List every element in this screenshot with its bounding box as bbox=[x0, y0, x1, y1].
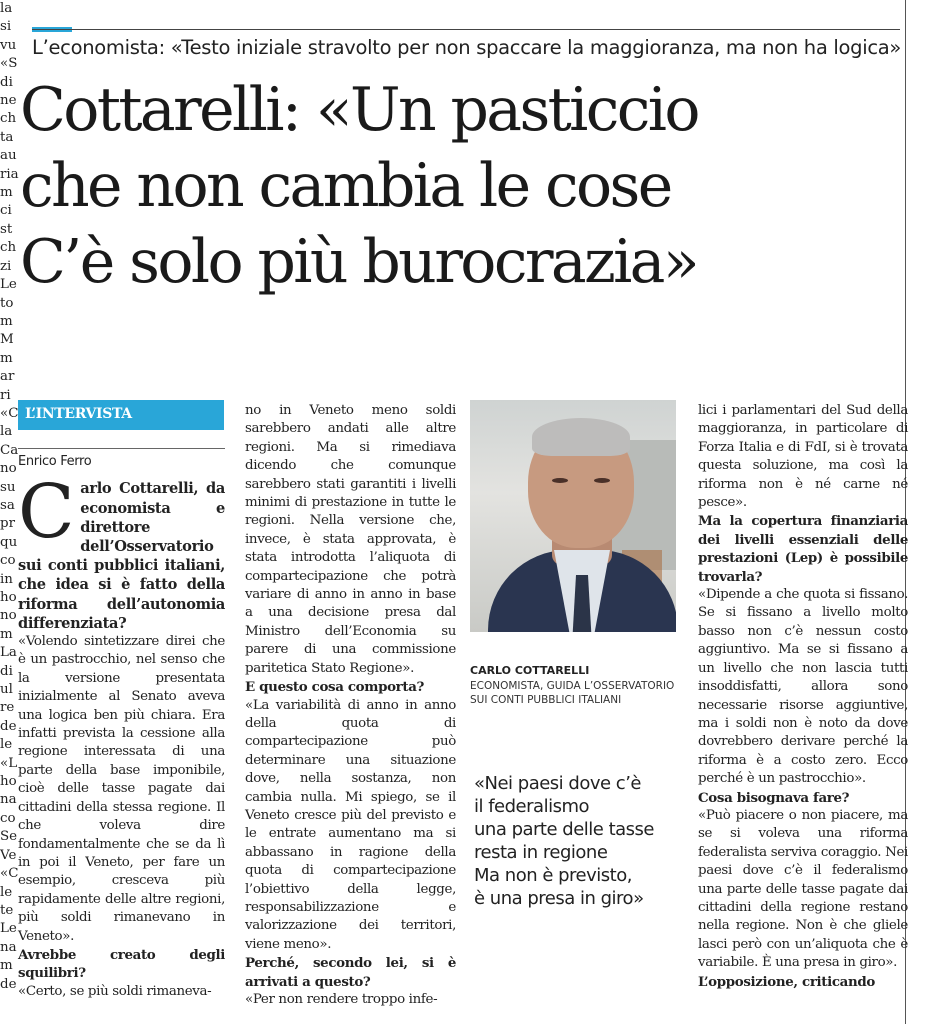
question: Cosa bisognava fare? bbox=[698, 789, 850, 806]
intro-question bbox=[18, 469, 225, 633]
fragment-line: de bbox=[0, 976, 17, 992]
fragment-line: ch bbox=[0, 111, 17, 127]
fragment-line: te bbox=[0, 902, 14, 918]
fragment-line: le bbox=[0, 737, 13, 753]
pull-quote-line: «Nei paesi dove c’è bbox=[474, 773, 641, 794]
fragment-line: La bbox=[0, 645, 17, 661]
fragment-line: ne bbox=[0, 93, 17, 109]
dropcap: C bbox=[18, 469, 75, 556]
fragment-line: ho bbox=[0, 774, 17, 790]
fragment-line: la bbox=[0, 1, 13, 16]
answer-paragraph: «Per non rendere troppo infe- bbox=[245, 992, 438, 1007]
answer-paragraph: «Certo, se più soldi rimaneva- bbox=[18, 983, 212, 999]
photo-caption bbox=[470, 664, 680, 707]
intro-text: arlo Cottarelli, da economista e direttore dell’Osservatorio sui conti pubblici italiani, che idea si è fatto della riforma dell’autonomia differenziata? bbox=[18, 480, 225, 632]
answer-paragraph: «La variabilità di anno in anno della quota di compartecipazione può determinare una situazione dove, nella sostanza, non cambia nulla. Mi spiego, se il Veneto cresce più del previsto e le entrate aumentano ma si abbassano in ragione della quota di compartecipazione l’obiettivo della legge, responsabilizzazione e valorizzazione dei territori, viene meno». bbox=[245, 697, 456, 952]
fragment-line: «C bbox=[0, 405, 19, 421]
fragment-line: co bbox=[0, 553, 16, 569]
question: Avrebbe creato degli squilibri? bbox=[18, 946, 225, 982]
fragment-line: m bbox=[0, 185, 13, 201]
fragment-line: de bbox=[0, 718, 17, 734]
headline-line: che non cambia le cose bbox=[20, 151, 671, 221]
fragment-line: st bbox=[0, 221, 13, 237]
fragment-line: ta bbox=[0, 129, 14, 145]
fragment-line: «S bbox=[0, 56, 18, 72]
fragment-line: au bbox=[0, 148, 17, 164]
fragment-line: m bbox=[0, 313, 13, 329]
pull-quote-line: Ma non è previsto, bbox=[474, 865, 632, 886]
fragment-line: su bbox=[0, 479, 16, 495]
section-tag: L’INTERVISTA bbox=[18, 400, 224, 430]
fragment-line: co bbox=[0, 810, 16, 826]
fragment-line: le bbox=[0, 884, 13, 900]
portrait-photo bbox=[470, 400, 676, 632]
fragment-line: na bbox=[0, 939, 17, 955]
question: Perché, secondo lei, si è arrivati a questo? bbox=[245, 955, 456, 990]
top-rule bbox=[32, 29, 900, 30]
fragment-line: di bbox=[0, 74, 13, 90]
fragment-line: M bbox=[0, 332, 14, 348]
article-column-1 bbox=[18, 400, 225, 1001]
fragment-line: Ca bbox=[0, 442, 19, 458]
fragment-line: na bbox=[0, 792, 17, 808]
fragment-line: ul bbox=[0, 682, 13, 698]
fragment-line: no bbox=[0, 461, 17, 477]
fragment-line: re bbox=[0, 700, 15, 716]
fragment-line: si bbox=[0, 19, 12, 35]
answer-paragraph: «Può piacere o non piacere, ma se si voleva una riforma federalista serviva coraggio. Nei paesi dove c’è il federalismo una parte delle tasse pagate dai cittadini della regione restano nella regione. Non è che gliele lasci però con un’aliquota che è variabile. È una presa in giro». bbox=[698, 807, 908, 971]
photo-eye bbox=[594, 478, 610, 483]
fragment-line: zi bbox=[0, 258, 12, 274]
fragment-line: in bbox=[0, 571, 13, 587]
question: L’opposizione, criticando bbox=[698, 973, 875, 990]
fragment-line: m bbox=[0, 350, 13, 366]
fragment-line: Le bbox=[0, 277, 17, 293]
headline bbox=[20, 72, 904, 300]
pull-quote bbox=[474, 772, 684, 910]
answer-paragraph: «Dipende a che quota si fissano. Se si fissano a livello molto basso non c’è nessun costo aggiuntivo. Ma se si fissano a un livello che non lascia tutti insoddisfatti, allora sono necessarie risorse aggiuntive, ma i soldi non è noto da dove dovrebbero derivare perché la riforma è a costo zero. Ecco perché è un pastrocchio». bbox=[698, 587, 908, 787]
fragment-line: sa bbox=[0, 497, 15, 513]
fragment-line: Se bbox=[0, 829, 18, 845]
photo-hair bbox=[532, 418, 630, 456]
fragment-line: m bbox=[0, 958, 13, 974]
headline-line: Cottarelli: «Un pasticcio bbox=[20, 75, 698, 145]
fragment-line: no bbox=[0, 608, 17, 624]
answer-paragraph: no in Veneto meno soldi sarebbero andati alle altre regioni. Ma si rimediava dicendo che comunque sarebbero stati garantiti i livelli minimi di prestazione in tutte le regioni. Nella versione che, invece, è stata approvata, è stata introdotta l’aliquota di compartecipazione che potrà variare di anno in anno in base a una decisione presa dal Ministro dell’Economia su parere di una commissione paritetica Stato Regione». bbox=[245, 403, 456, 676]
fragment-line: «C bbox=[0, 866, 19, 882]
byline: Enrico Ferro bbox=[18, 454, 92, 469]
question: E questo cosa comporta? bbox=[245, 679, 425, 696]
headline-line: C’è solo più burocrazia» bbox=[20, 227, 697, 297]
fragment-line: «L bbox=[0, 755, 18, 771]
caption-description: ECONOMISTA, GUIDA L’OSSERVATORIO SUI CONTI PUBBLICI ITALIANI bbox=[470, 680, 675, 706]
fragment-line: qu bbox=[0, 534, 18, 550]
caption-name: CARLO COTTARELLI bbox=[470, 664, 590, 677]
fragment-line: Ve bbox=[0, 847, 17, 863]
pull-quote-line: una parte delle tasse bbox=[474, 819, 654, 840]
fragment-line: ci bbox=[0, 203, 12, 219]
pull-quote-line: è una presa in giro» bbox=[474, 888, 644, 909]
fragment-line: ri bbox=[0, 387, 11, 403]
fragment-line: ar bbox=[0, 369, 15, 385]
pull-quote-line: resta in regione bbox=[474, 842, 608, 863]
fragment-line: m bbox=[0, 626, 13, 642]
fragment-line: ho bbox=[0, 590, 17, 605]
byline-rule bbox=[18, 448, 225, 449]
overline: L’economista: «Testo iniziale stravolto per non spaccare la maggioranza, ma non ha logica» bbox=[32, 36, 902, 59]
fragment-line: vu bbox=[0, 37, 17, 53]
answer-paragraph: «Volendo sintetizzare direi che è un pastrocchio, nel senso che la versione presentata inizialmente al Senato aveva una logica ben più chiara. Era infatti prevista la cessione alla regione interessata di una parte della base imponibile, cioè delle tasse pagate dai cittadini della stessa regione. Il che voleva dire fondamentalmente che se da lì in poi il Veneto, per fare un esempio, cresceva più rapidamente delle altre regioni, più soldi rimanevano in Veneto». bbox=[18, 634, 225, 944]
article-column-2 bbox=[245, 402, 456, 1009]
fragment-line: ch bbox=[0, 240, 17, 256]
fragment-line: di bbox=[0, 663, 13, 679]
fragment-line: ria bbox=[0, 166, 19, 182]
answer-paragraph: lici i parlamentari del Sud della maggioranza, in particolare di Forza Italia e di FdI, si è trovata questa soluzione, ma così la riforma non è né carne né pesce». bbox=[698, 403, 908, 511]
fragment-line: pr bbox=[0, 516, 15, 532]
fragment-line: Le bbox=[0, 921, 17, 937]
question: Ma la copertura finanziaria dei livelli essenziali delle prestazioni (Lep) è possibile trovarla? bbox=[698, 513, 908, 585]
pull-quote-line: il federalismo bbox=[474, 796, 589, 817]
fragment-line: to bbox=[0, 295, 14, 311]
photo-eye bbox=[552, 478, 568, 483]
article-column-4 bbox=[698, 402, 908, 991]
fragment-line: la bbox=[0, 424, 13, 440]
